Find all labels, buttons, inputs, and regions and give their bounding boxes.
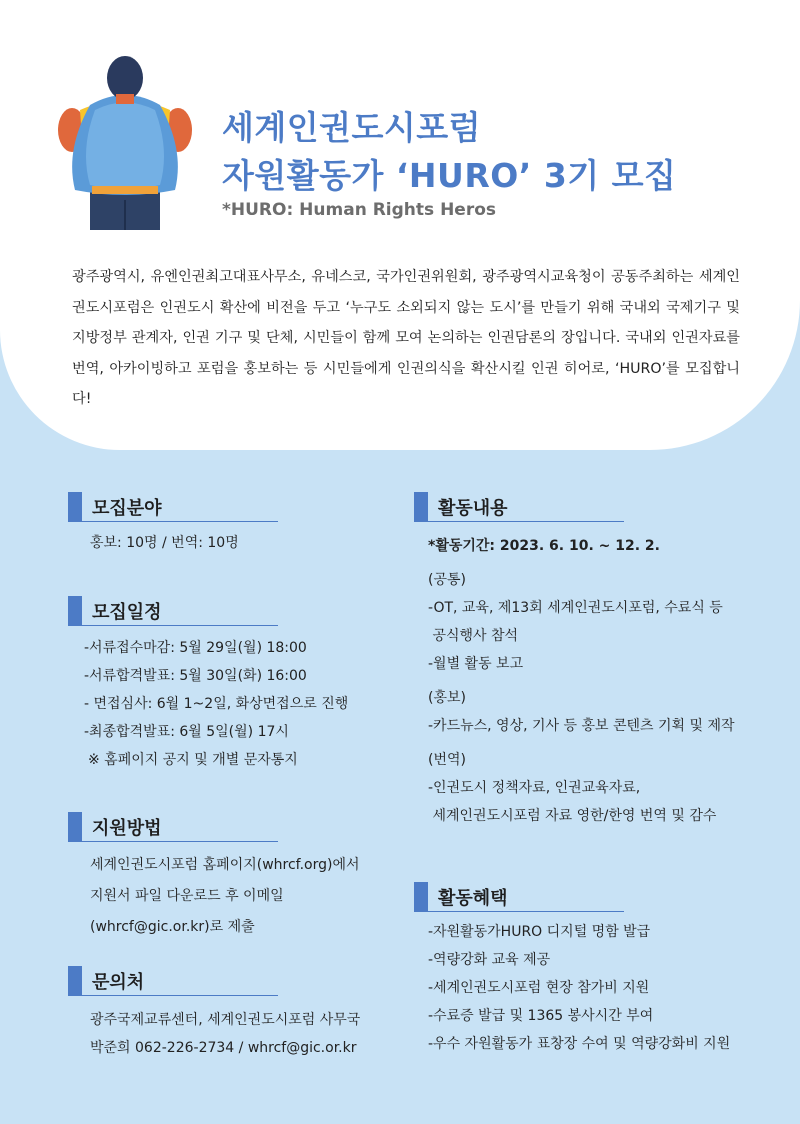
title-line-2: 자원활동가 ‘HURO’ 3기 모집 — [222, 156, 677, 195]
accent-bar — [68, 966, 82, 996]
section-title: 활동혜택 — [438, 888, 508, 909]
apply-line: (whrcf@gic.or.kr)로 제출 — [90, 919, 255, 935]
accent-bar — [68, 492, 82, 522]
underline — [82, 521, 278, 522]
recruit-count: 홍보: 10명 / 번역: 10명 — [90, 535, 239, 551]
section-header — [68, 966, 278, 996]
contact-line: 광주국제교류센터, 세계인권도시포럼 사무국 — [90, 1012, 361, 1028]
underline — [428, 521, 624, 522]
activity-item: -인권도시 정책자료, 인권교육자료, — [428, 780, 641, 796]
page-title — [222, 104, 676, 200]
activity-item: 공식행사 참석 — [428, 628, 519, 644]
benefit-item: -역량강화 교육 제공 — [428, 952, 551, 968]
benefit-item: -우수 자원활동가 표창장 수여 및 역량강화비 지원 — [428, 1036, 731, 1052]
benefit-item: -세계인권도시포럼 현장 참가비 지원 — [428, 980, 650, 996]
activity-period: *활동기간: 2023. 6. 10. ~ 12. 2. — [428, 538, 660, 554]
underline — [82, 625, 278, 626]
section-title: 활동내용 — [438, 498, 508, 519]
section-header — [414, 492, 624, 522]
page-subtitle: *HURO: Human Rights Heros — [222, 200, 497, 220]
underline — [428, 911, 624, 912]
section-contact — [68, 966, 360, 1062]
section-schedule — [68, 596, 348, 774]
superhero-illustration — [50, 50, 200, 230]
section-recruit-field — [68, 492, 278, 552]
benefit-item: -자원활동가HURO 디지털 명함 발급 — [428, 924, 651, 940]
apply-line: 세계인권도시포럼 홈페이지(whrcf.org)에서 — [90, 857, 360, 873]
activity-item: -카드뉴스, 영상, 기사 등 홍보 콘텐츠 기획 및 제작 — [428, 718, 735, 734]
contact-line: 박준희 062-226-2734 / whrcf@gic.or.kr — [90, 1040, 357, 1056]
accent-bar — [414, 882, 428, 912]
benefit-item: -수료증 발급 및 1365 봉사시간 부여 — [428, 1008, 654, 1024]
schedule-item: -서류접수마감: 5월 29일(월) 18:00 — [84, 640, 307, 656]
accent-bar — [68, 812, 82, 842]
section-header — [68, 596, 278, 626]
activity-group-label: (번역) — [428, 752, 466, 768]
activity-group-label: (공통) — [428, 572, 466, 588]
schedule-item: -최종합격발표: 6월 5일(월) 17시 — [84, 724, 289, 740]
section-header — [414, 882, 624, 912]
section-benefits — [414, 882, 730, 1058]
accent-bar — [68, 596, 82, 626]
activity-item: -월별 활동 보고 — [428, 656, 524, 672]
section-activity — [414, 492, 735, 830]
schedule-item: -서류합격발표: 5월 30일(화) 16:00 — [84, 668, 307, 684]
section-header — [68, 492, 278, 522]
schedule-item: - 면접심사: 6월 1~2일, 화상면접으로 진행 — [84, 696, 349, 712]
section-header — [68, 812, 278, 842]
activity-group-label: (홍보) — [428, 690, 466, 706]
section-title: 모집일정 — [92, 602, 162, 623]
accent-bar — [414, 492, 428, 522]
underline — [82, 995, 278, 996]
section-apply — [68, 812, 360, 943]
section-title: 문의처 — [92, 972, 145, 993]
underline — [82, 841, 278, 842]
apply-line: 지원서 파일 다운로드 후 이메일 — [90, 888, 284, 904]
activity-item: -OT, 교육, 제13회 세계인권도시포럼, 수료식 등 — [428, 600, 723, 616]
activity-item: 세계인권도시포럼 자료 영한/한영 번역 및 감수 — [428, 808, 717, 824]
section-title: 지원방법 — [92, 818, 162, 839]
schedule-note: ※ 홈페이지 공지 및 개별 문자통지 — [88, 752, 298, 768]
section-title: 모집분야 — [92, 498, 162, 519]
intro-paragraph: 광주광역시, 유엔인권최고대표사무소, 유네스코, 국가인권위원회, 광주광역시교육청이 공동주최하는 세계인권도시포럼은 인권도시 확산에 비전을 두고 ‘누구도 소외되지 않는 도시’를 만들기 위해 국내외 국제기구 및 지방정부 관계자, 인권 기구 및 단체, 시민들이 함께 모여 논의하는 인권담론의 장입니다. 국내외 인권자료를 번역, 아카이빙하고 포럼을 홍보하는 등 시민들에게 인권의식을 확산시킬 인권 히어로, ‘HURO’를 모집합니다! — [72, 269, 740, 407]
title-line-1: 세계인권도시포럼 — [222, 108, 482, 147]
